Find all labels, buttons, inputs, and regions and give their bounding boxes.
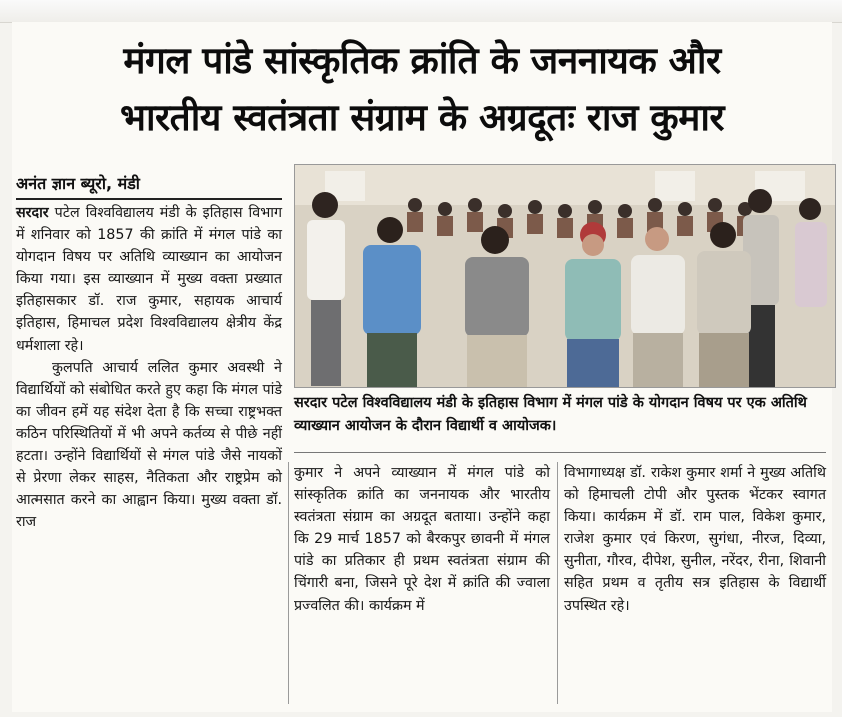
newspaper-clipping — [12, 22, 832, 712]
photo-caption: सरदार पटेल विश्वविद्यालय मंडी के इतिहास विभाग में मंगल पांडे के योगदान विषय पर एक अतिथि व्याख्यान आयोजन के दौरान विद्यार्थी व आयोजक। — [294, 395, 807, 434]
paragraph-1-text: पटेल विश्वविद्यालय मंडी के इतिहास विभाग में शनिवार को 1857 की क्रांति में मंगल पांडे का योगदान विषय पर अतिथि व्याख्यान का आयोजन किया गया। इस व्याख्यान में मुख्य वक्ता प्रख्यात इतिहासकार डॉ. राज कुमार, सहायक आचार्य इतिहास, हिमाचल प्रदेश विश्वविद्यालय क्षेत्रीय केंद्र धर्मशाला रहे। — [16, 205, 282, 354]
headline-line-1: मंगल पांडे सांस्कृतिक क्रांति के जननायक और — [123, 39, 721, 82]
byline: अनंत ज्ञान ब्यूरो, मंडी — [16, 172, 282, 200]
article-column-2: कुमार ने अपने व्याख्यान में मंगल पांडे को सांस्कृतिक क्रांति का जननायक और भारतीय स्वतंत्रता संग्राम का अग्रदूत बताया। उन्होंने कहा कि 29 मार्च 1857 को बैरकपुर छावनी में मंगल पांडे का प्रतिकार ही प्रथम स्वतंत्रता संग्राम की चिंगारी बना, जिसने पूरे देश में क्रांति की ज्वाला प्रज्वलित की। कार्यक्रम में — [294, 465, 550, 614]
group-photo-illustration — [295, 165, 835, 387]
clipping-top-edge — [0, 0, 842, 23]
article-column-3: विभागाध्यक्ष डॉ. राकेश कुमार शर्मा ने मुख्य अतिथि को हिमाचली टोपी और पुस्तक भेंटकर स्वागत किया। कार्यक्रम में डॉ. राम पाल, विकेश कुमार, राजेश कुमार एवं किरण, सुगंधा, नीरज, दिव्या, सुनीता, गौरव, दीपेश, सुनील, नरेंदर, रीना, शिवानी सहित प्रथम व तृतीय सत्र इतिहास के विद्यार्थी उपस्थित रहे। — [564, 465, 826, 614]
headline-line-2: भारतीय स्वतंत्रता संग्राम के अग्रदूतः राज कुमार — [119, 96, 725, 139]
lead-word: सरदार — [16, 205, 49, 221]
headline — [12, 32, 832, 146]
paragraph-2: कुलपति आचार्य ललित कुमार अवस्थी ने विद्यार्थियों को संबोधित करते हुए कहा कि मंगल पांडे का जीवन हमें यह संदेश देता है कि सच्चा राष्ट्रभक्त कठिन परिस्थितियों में भी अपने कर्तव्य से पीछे नहीं हटता। उन्होंने विद्यार्थियों से मंगल पांडे जैसे नायकों से प्रेरणा लेकर साहस, नैतिकता और राष्ट्रप्रेम को आत्मसात करने का आह्वान किया। मुख्य वक्ता डॉ. राज — [16, 359, 282, 531]
column-divider-2 — [557, 462, 558, 704]
caption-divider — [294, 452, 826, 453]
event-photo — [294, 164, 836, 388]
paragraph-1 — [16, 202, 282, 357]
article-column-1 — [16, 202, 282, 533]
column-divider-1 — [288, 462, 289, 704]
